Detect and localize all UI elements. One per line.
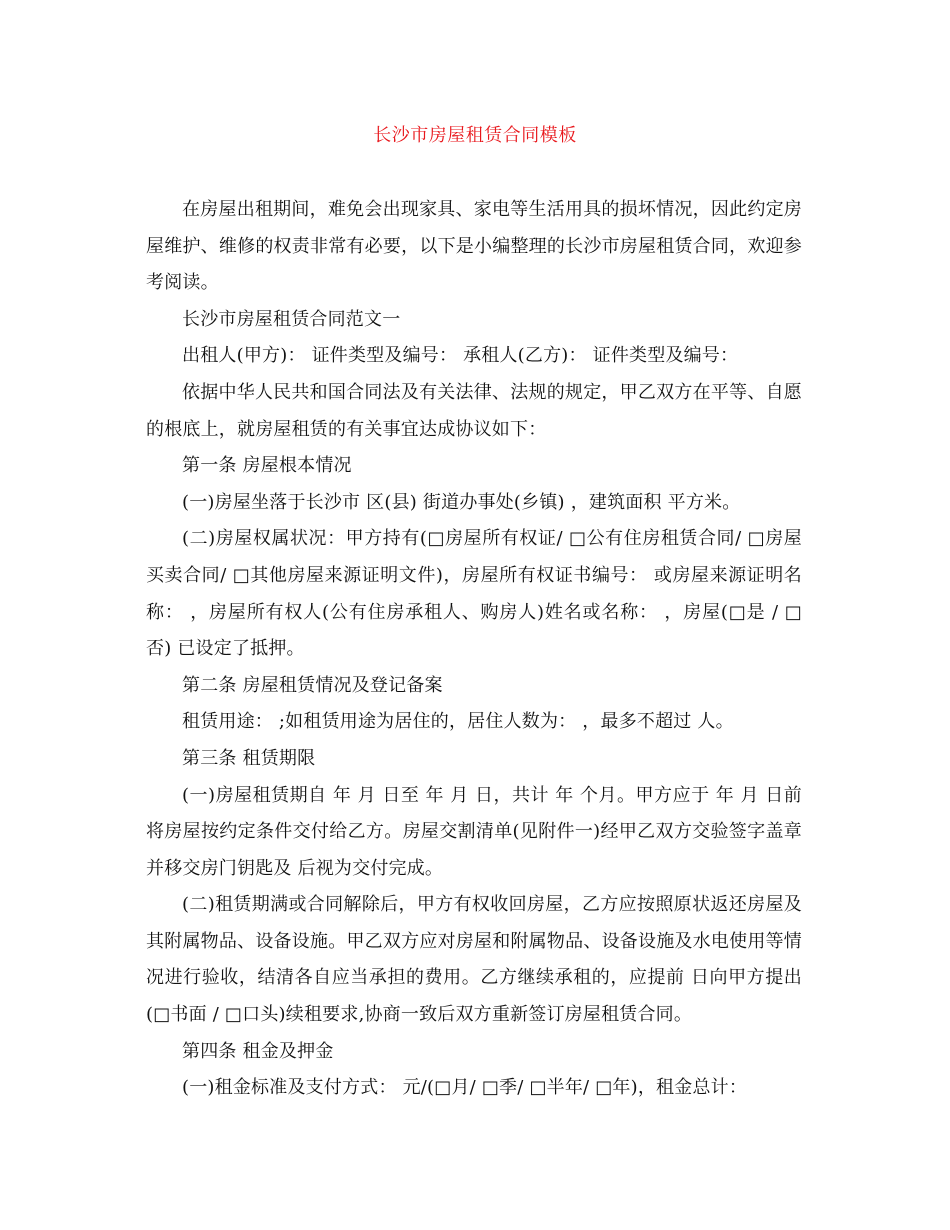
article-1-heading: 第一条 房屋根本情况: [182, 455, 352, 477]
article-1-item-1: (一)房屋坐落于长沙市 区(县) 街道办事处(乡镇) ，建筑面积 平方米。: [182, 491, 741, 513]
article-2-usage: 租赁用途： ;如租赁用途为居住的，居住人数为： ，最多不超过 人。: [182, 711, 734, 733]
article-4-heading: 第四条 租金及押金: [182, 1040, 334, 1062]
intro-paragraph: 在房屋出租期间，难免会出现家具、家电等生活用具的损坏情况，因此约定房屋维护、维修的权责非常有必要，以下是小编整理的长沙市房屋租赁合同，欢迎参考阅读。: [146, 199, 802, 294]
parties-line: 出租人(甲方)： 证件类型及编号： 承租人(乙方)： 证件类型及编号：: [182, 345, 739, 367]
document-title: 长沙市房屋租赁合同模板: [373, 125, 577, 146]
sample-heading: 长沙市房屋租赁合同范文一: [182, 308, 401, 330]
document-body: [146, 192, 802, 1107]
basis-paragraph: 依据中华人民共和国合同法及有关法律、法规的规定，甲乙双方在平等、自愿的根底上，就房屋租赁的有关事宜达成协议如下：: [146, 381, 802, 440]
article-3-heading: 第三条 租赁期限: [182, 747, 316, 769]
article-1-item-2: (二)房屋权属状况：甲方持有(□房屋所有权证/ □公有住房租赁合同/ □房屋买卖合同/ □其他房屋来源证明文件)，房屋所有权证书编号： 或房屋来源证明名称： ，房屋所有权人(公有住房承租人、购房人)姓名或名称： ，房屋(□是 / □否) 已设定了抵押。: [146, 528, 802, 660]
article-4-item-1: (一)租金标准及支付方式： 元/(□月/ □季/ □半年/ □年)，租金总计：: [182, 1077, 748, 1099]
article-3-item-2: (二)租赁期满或合同解除后，甲方有权收回房屋，乙方应按照原状返还房屋及其附属物品、设备设施。甲乙双方应对房屋和附属物品、设备设施及水电使用等情况进行验收，结清各自应当承担的费用。乙方继续承租的，应提前 日向甲方提出(□书面 / □口头)续租要求,协商一致后双方重新签订房屋租赁合同。: [146, 894, 802, 1026]
article-3-item-1: (一)房屋租赁期自 年 月 日至 年 月 日，共计 年 个月。甲方应于 年 月 日前将房屋按约定条件交付给乙方。房屋交割清单(见附件一)经甲乙双方交验签字盖章并移交房门钥匙及 后视为交付完成。: [146, 784, 802, 879]
article-2-heading: 第二条 房屋租赁情况及登记备案: [182, 674, 443, 696]
